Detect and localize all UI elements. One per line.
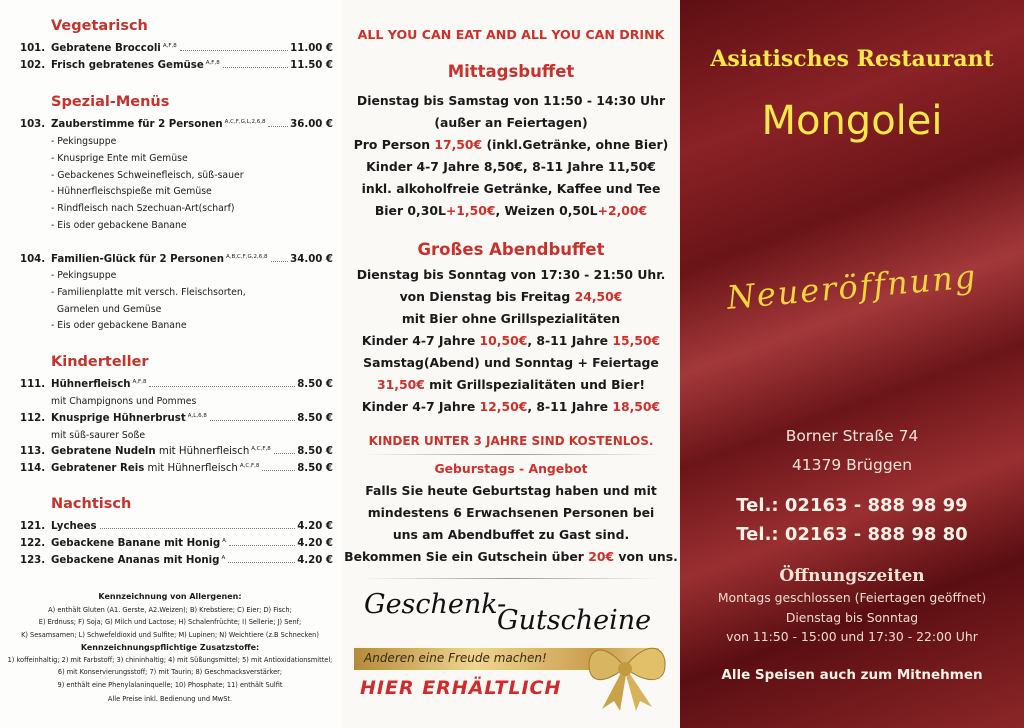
item-title: Gebratene Nudeln <box>51 446 156 457</box>
menu-item <box>20 60 333 71</box>
menu-item <box>20 521 333 532</box>
all-you-can-eat-banner: ALL YOU CAN EAT AND ALL YOU CAN DRINK <box>357 27 665 42</box>
item-name <box>51 379 146 390</box>
menu-item <box>20 446 333 457</box>
price-highlight: 18,50€ <box>612 399 661 414</box>
price-highlight: 10,50€ <box>479 333 528 348</box>
text-segment: , 8-11 Jahre <box>527 399 613 414</box>
allergen-line: A) enthält Gluten (A1. Gerste, A2.Weizen); B) Krebstiere; C) Eier; D) Fisch; <box>48 606 292 614</box>
allergen-line: K) Sesamsamen; L) Schwefeldioxid und Sulfite; M) Lupinen; N) Weichtiere (z.B Schnecken) <box>21 630 319 639</box>
item-title: Gebratener Reis <box>51 463 145 474</box>
info-line <box>342 377 680 392</box>
dotted-leader <box>228 562 295 563</box>
voucher-word-2: Gutscheine <box>497 605 652 636</box>
opening-hours-title: Öffnungszeiten <box>779 566 925 586</box>
takeaway-note: Alle Speisen auch zum Mitnehmen <box>721 667 983 683</box>
text-segment: Kinder 4-7 Jahre <box>361 399 480 414</box>
section-heading: Vegetarisch <box>51 18 148 34</box>
info-line <box>342 311 680 326</box>
dotted-leader <box>268 126 288 127</box>
text-segment: Dienstag bis Sonntag von 17:30 - 21:50 Uhr. <box>356 267 666 282</box>
lunch-buffet-title: Mittagsbuffet <box>447 62 575 81</box>
menu-item <box>20 43 333 54</box>
item-description: - Familienplatte mit versch. Fleischsorten, <box>51 286 246 298</box>
item-number: 114. <box>20 463 46 474</box>
item-title: Gebackene Ananas mit Honig <box>51 555 220 566</box>
divider <box>362 578 660 579</box>
info-line <box>342 181 680 196</box>
price-highlight: +2,00€ <box>597 203 648 218</box>
voucher-word-1: Geschenk- <box>364 589 507 620</box>
item-name <box>51 43 177 54</box>
price-highlight: 15,50€ <box>612 333 661 348</box>
dotted-leader <box>180 50 288 51</box>
gold-bow-icon <box>580 627 670 712</box>
item-name <box>51 463 259 474</box>
item-price: 36.00 € <box>290 119 333 130</box>
item-number: 113. <box>20 446 46 457</box>
section-heading: Nachtisch <box>51 496 132 512</box>
allergen-codes: A <box>222 538 226 544</box>
info-line <box>342 355 680 370</box>
text-segment: Pro Person <box>353 137 435 152</box>
item-description: Garnelen und Gemüse <box>51 303 162 315</box>
dotted-leader <box>223 67 288 68</box>
item-name <box>51 521 97 532</box>
item-description: - Hühnerfleischspieße mit Gemüse <box>51 186 212 198</box>
item-title: Knusprige Hühnerbrust <box>51 413 186 424</box>
menu-item <box>20 413 333 424</box>
phone-1[interactable]: Tel.: 02163 - 888 98 99 <box>736 495 968 516</box>
restaurant-info-panel <box>680 0 1024 728</box>
info-line <box>342 505 680 520</box>
item-title: Gebratene Broccoli <box>51 43 161 54</box>
item-price: 8.50 € <box>297 463 333 474</box>
text-segment: , Weizen 0,50L <box>495 203 598 218</box>
item-number: 102. <box>20 60 46 71</box>
item-name <box>51 254 268 265</box>
price-highlight: 31,50€ <box>377 377 425 392</box>
dotted-leader <box>271 261 289 262</box>
price-highlight: 17,50€ <box>434 137 483 152</box>
item-number: 104. <box>20 254 46 265</box>
item-description: - Rindfleisch nach Szechuan-Art(scharf) <box>51 203 235 215</box>
additive-line: 1) koffeinhaltig; 2) mit Farbstoff; 3) chininhaltig; 4) mit Süßungsmittel; 5) mit Antioxidationsmittel; <box>7 656 333 664</box>
info-line <box>342 399 680 414</box>
item-price: 8.50 € <box>297 446 333 457</box>
allergen-codes: A,C,F,8 <box>251 446 271 452</box>
info-line <box>342 549 680 564</box>
item-number: 123. <box>20 555 46 566</box>
item-name <box>51 119 265 130</box>
text-segment: Samstag(Abend) und Sonntag + Feiertage <box>363 355 659 370</box>
restaurant-name: Mongolei <box>761 98 943 144</box>
text-segment: Kinder 4-7 Jahre 8,50€, 8-11 Jahre 11,50€ <box>366 159 656 174</box>
item-number: 111. <box>20 379 46 390</box>
menu-item <box>20 463 333 474</box>
item-name <box>51 555 225 566</box>
info-line <box>342 159 680 174</box>
info-line <box>342 289 680 304</box>
voucher-cta: HIER ERHÄLTLICH <box>360 677 562 699</box>
divider <box>362 454 660 455</box>
text-segment: Kinder 4-7 Jahre <box>361 333 480 348</box>
item-description: mit süß-saurer Soße <box>51 430 146 441</box>
allergen-codes: A,L,6,8 <box>187 413 207 419</box>
allergen-title: Kennzeichnung von Allergenen: <box>98 592 242 601</box>
allergen-codes: A,F,8 <box>162 43 177 49</box>
text-segment: Bekommen Sie ein Gutschein über <box>344 549 589 564</box>
info-line <box>342 483 680 498</box>
item-title: Hühnerfleisch <box>51 379 131 390</box>
item-title: Familien-Glück für 2 Personen <box>51 254 224 265</box>
text-segment: Bier 0,30L <box>374 203 446 218</box>
price-footer: Alle Preise inkl. Bedienung und MwSt. <box>107 695 233 703</box>
text-segment: Falls Sie heute Geburtstag haben und mit <box>365 483 657 498</box>
info-line <box>342 203 680 218</box>
price-highlight: 24,50€ <box>574 289 623 304</box>
allergen-codes: A,B,C,F,G,2,6,8 <box>225 254 268 260</box>
text-segment: , 8-11 Jahre <box>527 333 613 348</box>
menu-item <box>20 555 333 566</box>
text-segment: von Dienstag bis Freitag <box>399 289 575 304</box>
allergen-codes: A <box>221 555 226 561</box>
item-description: - Gebackenes Schweinefleisch, süß-sauer <box>51 169 244 181</box>
hours-line: Montags geschlossen (Feiertagen geöffnet) <box>717 590 987 605</box>
text-segment: Dienstag bis Samstag von 11:50 - 14:30 Uhr <box>356 93 666 108</box>
item-title: Gebackene Banane mit Honig <box>51 538 221 549</box>
item-description: - Eis oder gebackene Banane <box>51 320 187 332</box>
price-highlight: +1,50€ <box>445 203 496 218</box>
item-number: 122. <box>20 538 46 549</box>
item-name <box>51 60 220 71</box>
item-number: 101. <box>20 43 46 54</box>
item-name <box>51 538 226 549</box>
item-price: 11.50 € <box>290 60 333 71</box>
item-price: 4.20 € <box>297 555 333 566</box>
item-title: Frisch gebratenes Gemüse <box>51 60 204 71</box>
info-line <box>342 115 680 130</box>
menu-item <box>20 119 333 130</box>
dotted-leader <box>210 420 295 421</box>
item-price: 4.20 € <box>297 538 333 549</box>
info-line <box>342 527 680 542</box>
dotted-leader <box>274 453 295 454</box>
dotted-leader <box>100 528 296 529</box>
item-price: 8.50 € <box>297 413 333 424</box>
menu-column <box>0 0 342 728</box>
text-segment: inkl. alkoholfreie Getränke, Kaffee und Tee <box>361 181 661 196</box>
allergen-codes: A,C,F,G,L,2,6,8 <box>224 119 266 125</box>
gift-voucher-graphic <box>342 585 680 710</box>
info-line <box>342 333 680 348</box>
menu-item <box>20 254 333 265</box>
address-street: Borner Straße 74 <box>785 427 919 445</box>
text-segment: (inkl.Getränke, ohne Bier) <box>482 137 669 152</box>
dotted-leader <box>262 470 295 471</box>
item-description: mit Champignons und Pommes <box>51 396 197 407</box>
section-heading: Kinderteller <box>51 354 149 370</box>
allergen-codes: A,F,8 <box>132 379 147 385</box>
item-detail: mit Hühnerfleisch <box>155 446 250 457</box>
text-segment: mindestens 6 Erwachsenen Personen bei <box>367 505 655 520</box>
section-heading: Spezial-Menüs <box>51 94 170 110</box>
voucher-tagline: Anderen eine Freude machen! <box>364 651 547 665</box>
item-name <box>51 413 207 424</box>
item-number: 112. <box>20 413 46 424</box>
additive-line: 6) mit Konservierungsstoff; 7) mit Taurin; 8) Geschmacksverstärker; <box>57 668 283 677</box>
item-title: Lychees <box>51 521 97 532</box>
restaurant-subtitle: Asiatisches Restaurant <box>710 46 994 72</box>
phone-2[interactable]: Tel.: 02163 - 888 98 80 <box>736 524 968 545</box>
item-price: 34.00 € <box>290 254 333 265</box>
text-segment: uns am Abendbuffet zu Gast sind. <box>392 527 630 542</box>
additive-line: 9) enthält eine Phenylalaninquelle; 10) Phosphate; 11) enthält Sulfit <box>57 680 283 689</box>
item-description: - Pekingsuppe <box>51 270 117 281</box>
birthday-offer-title: Geburstags - Angebot <box>434 461 588 476</box>
additive-title: Kennzeichnungspflichtige Zusatzstoffe: <box>80 643 260 652</box>
item-price: 8.50 € <box>297 379 333 390</box>
dotted-leader <box>149 386 295 387</box>
info-line <box>342 267 680 282</box>
dotted-leader <box>229 545 295 546</box>
hours-line: Dienstag bis Sonntag <box>785 610 919 625</box>
new-opening-heading: Neueröffnung <box>725 257 979 317</box>
buffet-column <box>342 0 680 728</box>
item-price: 4.20 € <box>297 521 333 532</box>
text-segment: (außer an Feiertagen) <box>434 115 588 130</box>
item-description: - Pekingsuppe <box>51 136 117 147</box>
kids-free-notice: KINDER UNTER 3 JAHRE SIND KOSTENLOS. <box>368 434 654 448</box>
text-segment: mit Grillspezialitäten und Bier! <box>424 377 645 392</box>
allergen-line: E) Erdnuss; F) Soja; G) Milch und Lactose; H) Schalenfrüchte; I) Sellerie; J) Senf; <box>38 618 302 627</box>
text-segment: mit Bier ohne Grillspezialitäten <box>401 311 621 326</box>
allergen-codes: A,F,8 <box>205 60 220 66</box>
item-number: 103. <box>20 119 46 130</box>
item-title: Zauberstimme für 2 Personen <box>51 119 223 130</box>
menu-item <box>20 379 333 390</box>
item-description: - Knusprige Ente mit Gemüse <box>51 152 188 164</box>
item-price: 11.00 € <box>290 43 333 54</box>
price-highlight: 12,50€ <box>479 399 528 414</box>
hours-line: von 11:50 - 15:00 und 17:30 - 22:00 Uhr <box>726 629 978 644</box>
address-city: 41379 Brüggen <box>791 456 913 474</box>
dinner-buffet-title: Großes Abendbuffet <box>417 240 605 259</box>
allergen-codes: A,C,F,8 <box>239 463 260 469</box>
item-description: - Eis oder gebackene Banane <box>51 220 187 231</box>
text-segment: von uns. <box>614 549 678 564</box>
price-highlight: 20€ <box>588 549 615 564</box>
info-line <box>342 137 680 152</box>
menu-item <box>20 538 333 549</box>
info-line <box>342 93 680 108</box>
item-name <box>51 446 271 457</box>
item-number: 121. <box>20 521 46 532</box>
item-detail: mit Hühnerfleisch <box>144 463 238 474</box>
